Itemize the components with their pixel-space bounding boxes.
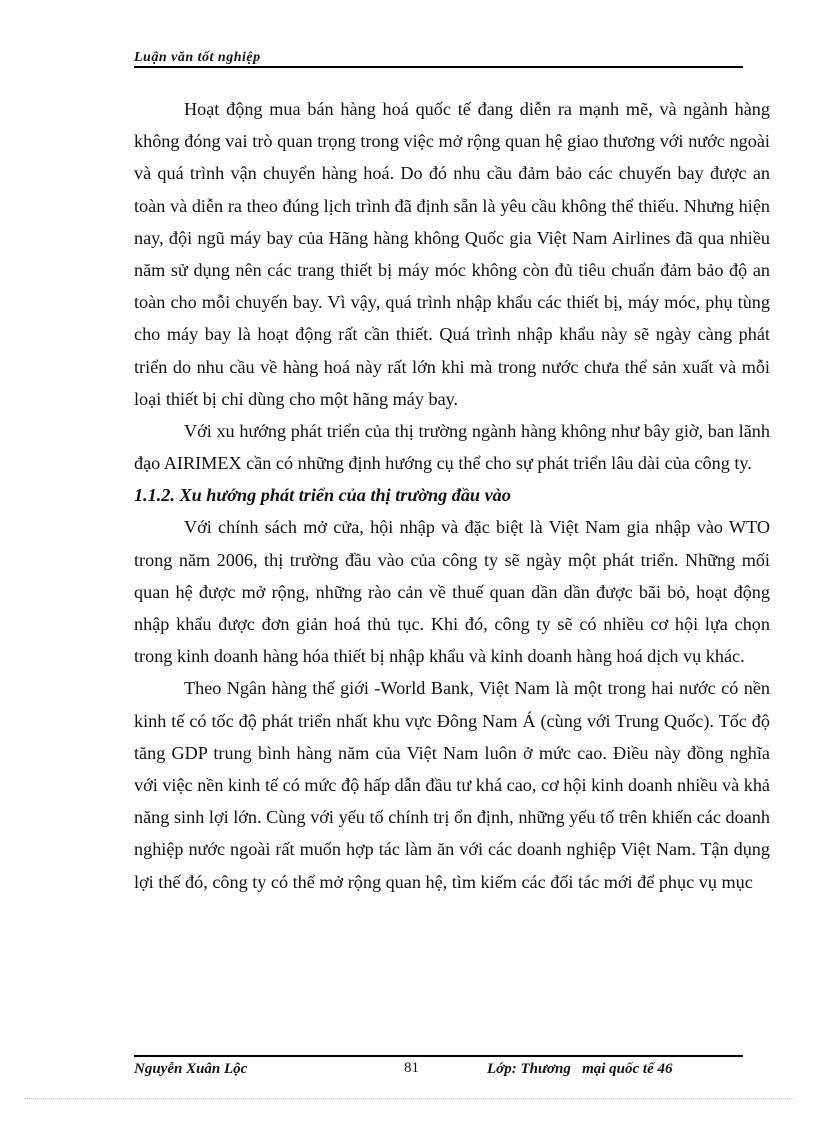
dotted-divider: [24, 1098, 794, 1099]
paragraph: Theo Ngân hàng thế giới -World Bank, Việt Nam là một trong hai nước có nền kinh tế có tốc độ phát triển nhất khu vực Đông Nam Á (cùng với Trung Quốc). Tốc độ tăng GDP trung bình hàng năm của Việt Nam luôn ở mức cao. Điều này đồng nghĩa với việc nền kinh tế có mức độ hấp dẫn đầu tư khá cao, cơ hội kinh doanh nhiều và khả năng sinh lợi lớn. Cùng với yếu tố chính trị ổn định, những yếu tố trên khiến các doanh nghiệp nước ngoài rất muốn hợp tác làm ăn với các doanh nghiệp Việt Nam. Tận dụng lợi thế đó, công ty có thể mở rộng quan hệ, tìm kiếm các đối tác mới để phục vụ mục: [134, 678, 770, 892]
footer-rule: [134, 1055, 743, 1057]
paragraph: Với chính sách mở cửa, hội nhập và đặc biệt là Việt Nam gia nhập vào WTO trong năm 2006, thị trường đầu vào của công ty sẽ ngày một phát triển. Những mối quan hệ được mở rộng, những rào cản về thuế quan dần dần được bãi bỏ, hoạt động nhập khẩu được đơn giản hoá thủ tục. Khi đó, công ty sẽ có nhiều cơ hội lựa chọn trong kinh doanh hàng hóa thiết bị nhập khẩu và kinh doanh hàng hoá dịch vụ khác.: [134, 517, 770, 667]
paragraph: Hoạt động mua bán hàng hoá quốc tế đang diễn ra mạnh mẽ, và ngành hàng không đóng vai trò quan trọng trong việc mở rộng quan hệ giao thương với nước ngoài và quá trình vận chuyển hàng hoá. Do đó nhu cầu đảm bảo các chuyến bay được an toàn và diễn ra theo đúng lịch trình đã định sẵn là yêu cầu không thể thiếu. Nhưng hiện nay, đội ngũ máy bay của Hãng hàng không Quốc gia Việt Nam Airlines đã qua nhiều năm sử dụng nên các trang thiết bị máy móc không còn đủ tiêu chuẩn đảm bảo độ an toàn cho mỗi chuyến bay. Vì vậy, quá trình nhập khẩu các thiết bị, máy móc, phụ tùng cho máy bay là hoạt động rất cần thiết. Quá trình nhập khẩu này sẽ ngày càng phát triển do nhu cầu về hàng hoá này rất lớn khi mà trong nước chưa thể sản xuất và mỗi loại thiết bị chỉ dùng cho một hãng máy bay.: [134, 99, 770, 409]
section-heading: 1.1.2. Xu hướng phát triển của thị trường đầu vào: [134, 485, 511, 506]
footer-class: Lớp: Thương mại quốc tế 46: [487, 1061, 673, 1077]
paragraph: Với xu hướng phát triển của thị trường ngành hàng không như bây giờ, ban lãnh đạo AIRIMEX cần có những định hướng cụ thể cho sự phát triển lâu dài của công ty.: [134, 421, 770, 474]
footer-author: Nguyễn Xuân Lộc: [134, 1061, 248, 1077]
header-title: Luận văn tốt nghiệp: [134, 50, 261, 65]
header-rule: [134, 66, 743, 68]
page-number: 81: [404, 1060, 419, 1076]
body-text: [134, 93, 770, 898]
